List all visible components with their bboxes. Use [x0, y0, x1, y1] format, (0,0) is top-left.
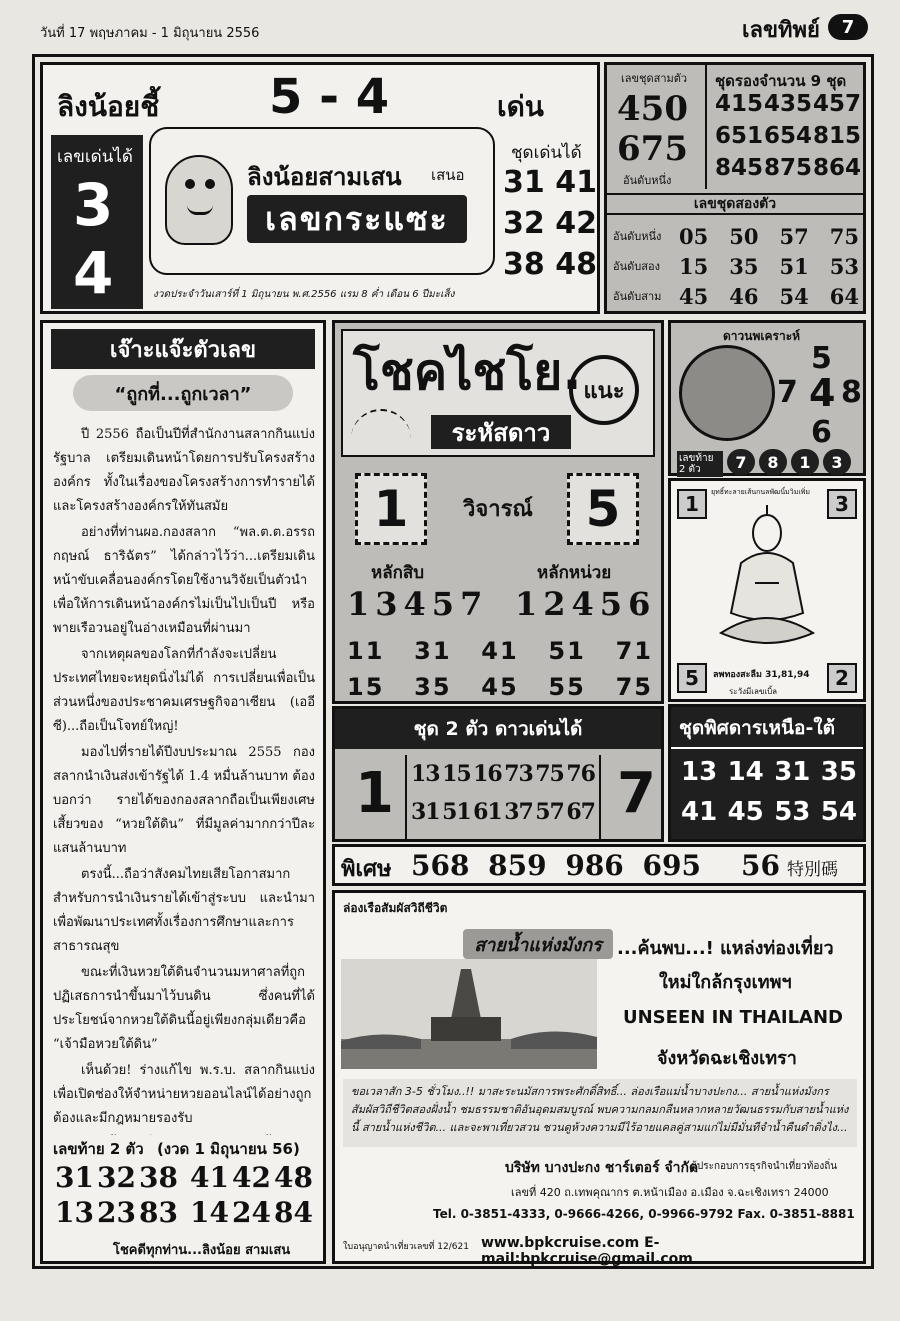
row-number: 15	[347, 673, 385, 701]
left-digit: 1	[373, 480, 409, 538]
ad-web: www.bpkcruise.com E-mail:bpkcruise@gmail.com	[481, 1235, 693, 1267]
top-left-panel	[40, 62, 600, 314]
pair-number: 13	[411, 761, 440, 787]
two-value: 50	[729, 223, 759, 249]
chokchai-logo: โชคไชโย.	[353, 343, 582, 401]
tail-number: 42	[232, 1161, 271, 1194]
set9-number: 845	[715, 155, 764, 181]
pair-number: 57	[535, 799, 564, 825]
special-bar	[332, 844, 866, 886]
sets-grid	[503, 165, 597, 282]
pairs-label: ชุด 2 ตัว ดาวเด่นได้	[413, 718, 583, 740]
amulet-panel	[668, 478, 866, 702]
header-date: วันที่ 17 พฤษภาคม - 1 มิถุนายน 2556	[40, 26, 260, 41]
ns-number: 14	[727, 757, 764, 787]
pair-number: 76	[566, 761, 595, 787]
ns-number: 45	[727, 797, 764, 827]
headline: ลิงน้อยชี้	[57, 90, 160, 123]
set9-number: 435	[763, 91, 812, 117]
article-column	[40, 320, 326, 1264]
pair-number: 51	[442, 799, 471, 825]
chokchai-badge-text: แนะ	[583, 378, 625, 404]
amulet-caption-top: ยุทธิ์ทะลายเส้นกนลพัฒนิ์มวิมเพิ่ม	[711, 488, 810, 496]
pair-number: 73	[504, 761, 533, 787]
signoff: โชคดีทุกท่าน...ลิงน้อย สามเสน	[113, 1243, 291, 1258]
ad-company-note: ผู้ประกอบการธุรกิจนำเที่ยวท้องถิ่น	[691, 1161, 838, 1172]
logo-subtitle: เลขกระแซะ	[265, 199, 449, 238]
set-number: 41	[555, 165, 597, 200]
two-value: 51	[779, 253, 809, 279]
three-number-1: 450	[617, 89, 688, 129]
amulet-caption-tiny: ระวังมีเลขเบิ้ล	[729, 687, 778, 696]
ns-number: 53	[774, 797, 811, 827]
page-number: 7	[841, 16, 855, 38]
mid-label: วิจารณ์	[463, 497, 533, 522]
set9-number: 815	[812, 123, 861, 149]
sets-label: ชุดเด่นได้	[511, 143, 582, 163]
tail-draw: (งวด 1 มิถุนายน 56)	[156, 1140, 300, 1158]
row-number: 31	[414, 637, 452, 665]
two-row-label: อันดับสาม	[613, 290, 662, 303]
tail-number: 32	[97, 1161, 136, 1194]
row-number: 11	[347, 637, 385, 665]
set-number: 42	[555, 206, 597, 241]
row-number: 51	[548, 637, 586, 665]
north-south-title: ชุดพิศดารเหนือ-ใต้	[679, 717, 835, 739]
two-value: 46	[729, 283, 759, 309]
article-body	[53, 423, 315, 1135]
set-number: 48	[555, 247, 597, 282]
corner-digit: 5	[677, 663, 707, 693]
headline-suffix: เด่น	[497, 90, 544, 123]
article-heading-bar	[51, 329, 315, 369]
temple-photo	[341, 959, 597, 1069]
draw-line: งวดประจำวันเสาร์ที่ 1 มิถุนายน พ.ศ.2556 แรม 8 ค่ำ เดือน 6 ปีมะเส็ง	[153, 289, 455, 300]
article-paragraph: เห็นด้วย! ร่างแก้ไข พ.ร.บ. สลากกินแบ่ง เพื่อเปิดช่องให้จำหน่ายหวยออนไลน์ได้อย่างถูกต้องและมีกฎหมายรองรับ	[53, 1063, 315, 1126]
two-value: 57	[779, 223, 809, 249]
three-label: เลขชุดสามตัว	[621, 72, 688, 85]
chokchai-logo-area	[341, 329, 655, 457]
star-balls	[727, 449, 851, 475]
set-number: 32	[503, 206, 545, 241]
ns-number: 13	[681, 757, 718, 787]
north-south-panel	[668, 704, 866, 842]
logo-presents: เสนอ	[431, 166, 465, 184]
two-value: 15	[679, 253, 709, 279]
article-subheading: “ถูกที่...ถูกเวลา”	[114, 383, 252, 405]
ad-panel	[332, 890, 866, 1267]
special-numbers	[411, 849, 701, 882]
pair-number: 67	[566, 799, 595, 825]
set9-number: 457	[812, 91, 861, 117]
article-paragraph: จากเหตุผลของโลกที่กำลังจะเปลี่ยน ประเทศไทยจะหยุดนิ่งไม่ได้ การเปลี่ยนเพื่อเป็นส่วนหนึ่งของประชาคมเศรษฐกิจอาเซียน (เออีซี)...ถือเป็นโจทย์ใหญ่!	[53, 647, 315, 734]
tail-label: เลขท้าย 2 ตัว	[53, 1140, 144, 1158]
set9-number: 864	[812, 155, 861, 181]
tail-numbers	[55, 1161, 313, 1229]
tail-number: 41	[190, 1161, 229, 1194]
amulet-caption-bottom: ลพทองสะลืม 31,81,94	[713, 670, 810, 680]
tail-number: 23	[97, 1196, 136, 1229]
logo-box	[149, 127, 495, 275]
star-digit: 8	[841, 375, 862, 410]
sets9-box	[705, 65, 863, 189]
special-chinese: 特別碼	[787, 860, 838, 880]
headline-pair: 5 - 4	[269, 69, 390, 125]
tail-number: 31	[55, 1161, 94, 1194]
ball: 8	[759, 449, 787, 475]
ball: 3	[823, 449, 851, 475]
article-paragraph: ปี 2556 ถือเป็นปีที่สำนักงานสลากกินแบ่งรัฐบาล เตรียมเดินหน้าโดยการปรับโครงสร้างองค์กร ทั้งในเรื่องของโครงสร้างการทำรายได้ และโครงสร้างองค์กรให้ทันสมัย	[53, 427, 315, 514]
units-label: หลักหน่วย	[537, 563, 612, 583]
set-number: 38	[503, 247, 545, 282]
ns-number: 35	[820, 757, 857, 787]
tens-digits: 13457	[347, 585, 489, 623]
units-digits: 12456	[515, 585, 657, 623]
pairs-panel	[332, 706, 664, 842]
logo-subtitle-box	[247, 195, 467, 243]
chokchai-sub: ระหัสดาว	[451, 418, 551, 447]
ad-description: ขอเวลาสัก 3-5 ชั่วโมง..!! มาสะระนมัสการพระศักดิ์สิทธิ์... ล่องเรือแม่น้ำบางปะกง... สายน้ำแห่งมังกร สัมผัสวิถีชีวิตสองฝั่งน้ำ ชมธรรมชาติอันอุดมสมบูรณ์ พบความกลมกลืนหลากหลายวัฒนธรรมกับสายน้ำแห่งนี้ สายน้ำแห่งชีวิต... และจะพาเที่ยวสวน ชวนดูห้วงความมีไร้อายแคลคู่สามแก่ไม่มีมั่นทีจำน้ำคืนดำดิ่งไง...	[343, 1079, 857, 1147]
star-digit: 7	[777, 375, 798, 410]
two-value: 05	[679, 223, 709, 249]
article-paragraph	[53, 1133, 315, 1135]
ad-unseen: UNSEEN IN THAILAND	[623, 1007, 843, 1028]
article-paragraph: มองไปที่รายได้ปีงบประมาณ 2555 กองสลากนำเงินส่งเข้ารัฐได้ 1.4 หมื่นล้านบาท ต้องบอกว่า รายได้ของกองสลากถือเป็นเพียงเศษเสี้ยวของ “หวยใต้ดิน” ที่มีมูลค่ามากกว่าปีละแสนล้านบาท	[53, 745, 315, 856]
three-number-2: 675	[617, 129, 688, 169]
row-number: 41	[481, 637, 519, 665]
row-number: 45	[481, 673, 519, 701]
ad-province: จังหวัดฉะเชิงเทรา	[657, 1048, 797, 1069]
row-number: 71	[615, 637, 653, 665]
pair-number: 31	[411, 799, 440, 825]
pairs-center	[405, 755, 601, 839]
special-label: พิเศษ	[341, 857, 392, 882]
special-number: 568	[411, 849, 470, 882]
ad-tagline1: ...ค้นพบ...! แหล่งท่องเที่ยว	[617, 938, 834, 959]
star-title: ดาวนพเคราะห์	[723, 329, 801, 343]
monkey-icon	[165, 155, 233, 245]
logo-title: ลิงน้อยสามเสน	[247, 163, 402, 191]
corner-digit: 3	[827, 489, 857, 519]
corner-digit: 2	[827, 663, 857, 693]
tail-number: 13	[55, 1196, 94, 1229]
two-value: 64	[829, 283, 859, 309]
set9-number: 875	[763, 155, 812, 181]
two-value: 35	[729, 253, 759, 279]
pairs-label-bar	[335, 709, 661, 749]
set9-number: 651	[715, 123, 764, 149]
two-label-bar	[607, 193, 863, 215]
star-panel	[668, 320, 866, 476]
tail-number: 38	[139, 1161, 178, 1194]
set9-number: 654	[763, 123, 812, 149]
tail-number: 83	[139, 1196, 178, 1229]
star-emblem-icon	[679, 345, 775, 441]
corner-digit: 1	[677, 489, 707, 519]
ball: 1	[791, 449, 819, 475]
tail-number: 14	[190, 1196, 229, 1229]
ns-number: 41	[681, 797, 718, 827]
two-value: 45	[679, 283, 709, 309]
ad-logo: สายน้ำแห่งมังกร	[474, 934, 602, 956]
article-paragraph: อย่างที่ท่านผอ.กองสลาก “พล.ต.ต.อรรถกฤษณ์ ธาริฉัตร” ได้กล่าวไว้ว่า...เตรียมเดินหน้าขับเคลื่อนองค์กรโดยใช้งานวิจัยเป็นตัวนำ เพื่อให้การเดินหน้าองค์กรไม่เป็นไปเป็นปี หรือ พายเรือวนอยู่ในอ่างเหมือนที่ผ่านมา	[53, 525, 315, 636]
star-tail-label: เลขท้าย 2 ตัว	[677, 451, 723, 477]
lead-number-1: 3	[73, 171, 114, 239]
two-value: 75	[829, 223, 859, 249]
chokchai-panel	[332, 320, 664, 704]
article-paragraph: ตรงนี้...ถือว่าสังคมไทยเสียโอกาสมากสำหรับการนำเงินรายได้เข้าสู่ระบบ และนำมาเพื่อพัฒนาประเทศทั้งเรื่องการศึกษาและการสาธารณสุข	[53, 867, 315, 954]
star-digit-bottom: 6	[811, 415, 832, 450]
pair-number: 37	[504, 799, 533, 825]
lead-label: เลขเด่นได้	[57, 147, 133, 167]
special-number: 695	[642, 849, 701, 882]
star-digit: 4	[809, 371, 836, 415]
ns-number: 54	[820, 797, 857, 827]
two-label: เลขชุดสองตัว	[693, 196, 777, 212]
row-number: 35	[414, 673, 452, 701]
page-number-badge	[828, 14, 868, 40]
article-heading: เจ๊าะแจ๊ะตัวเลข	[109, 337, 257, 363]
two-value: 54	[779, 283, 809, 309]
three-caption: อันดับหนึ่ง	[623, 174, 672, 187]
two-value: 53	[829, 253, 859, 279]
special-extra: 56	[741, 849, 780, 882]
row-number: 75	[615, 673, 653, 701]
two-row-label: อันดับหนึ่ง	[613, 230, 662, 243]
row-number: 55	[548, 673, 586, 701]
firework-icon	[351, 409, 411, 445]
pair-number: 15	[442, 761, 471, 787]
tail-header	[53, 1137, 315, 1161]
chokchai-row2	[347, 673, 653, 701]
pair-number: 16	[473, 761, 502, 787]
set-number: 31	[503, 165, 545, 200]
hermit-figure-icon	[711, 503, 823, 653]
pair-number: 61	[473, 799, 502, 825]
top-right-panel	[604, 62, 866, 314]
right-digit: 5	[585, 480, 621, 538]
tail-number: 48	[274, 1161, 313, 1194]
lead-number-2: 4	[73, 239, 114, 307]
ad-tagline2: ใหม่ใกล้กรุงเทพฯ	[659, 972, 792, 993]
chokchai-sub-box	[431, 415, 571, 449]
article-subheading-bar	[73, 375, 293, 411]
ad-company: บริษัท บางปะกง ชาร์เตอร์ จำกัด	[505, 1160, 699, 1176]
ad-logo-box	[463, 929, 613, 959]
sets9-label: ชุดรองจำนวน 9 ชุด	[715, 72, 847, 90]
ad-phones: Tel. 0-3851-4333, 0-9666-4266, 0-9966-9792 Fax. 0-3851-8881	[433, 1207, 855, 1221]
ad-address: เลขที่ 420 ถ.เทพคุณากร ต.หน้าเมือง อ.เมือง จ.ฉะเชิงเทรา 24000	[511, 1186, 829, 1199]
special-number: 986	[565, 849, 624, 882]
pairs-left: 1	[355, 761, 394, 826]
star-digit-top: 5	[811, 341, 832, 376]
pairs-right: 7	[617, 761, 656, 826]
ball: 7	[727, 449, 755, 475]
chokchai-badge	[569, 355, 639, 425]
tail-number: 24	[232, 1196, 271, 1229]
pair-number: 75	[535, 761, 564, 787]
right-digit-box	[567, 473, 639, 545]
left-digit-box	[355, 473, 427, 545]
set9-number: 415	[715, 91, 764, 117]
chokchai-row1	[347, 637, 653, 665]
lead-box	[51, 135, 143, 309]
tail-number: 84	[274, 1196, 313, 1229]
article-paragraph: ขณะที่เงินหวยใต้ดินจำนวนมหาศาลที่ถูกปฏิเสธการนำขึ้นมาไว้บนดิน ซึ่งคนที่ได้ประโยชน์จากหวยใต้ดินนี้อยู่เพียงกลุ่มเดียวคือ “เจ้ามือหวยใต้ดิน”	[53, 965, 315, 1052]
ns-number: 31	[774, 757, 811, 787]
north-south-grid	[681, 757, 857, 827]
ad-top-left: ล่องเรือสัมผัสวิถีชีวิต	[343, 901, 448, 915]
tens-label: หลักสิบ	[371, 563, 425, 583]
special-number: 859	[488, 849, 547, 882]
two-row-label: อันดับสอง	[613, 260, 660, 273]
ad-license: ใบอนุญาตนำเที่ยวเลขที่ 12/621	[343, 1242, 469, 1252]
two-rows	[613, 221, 859, 311]
header-brand: เลขทิพย์	[742, 18, 820, 43]
